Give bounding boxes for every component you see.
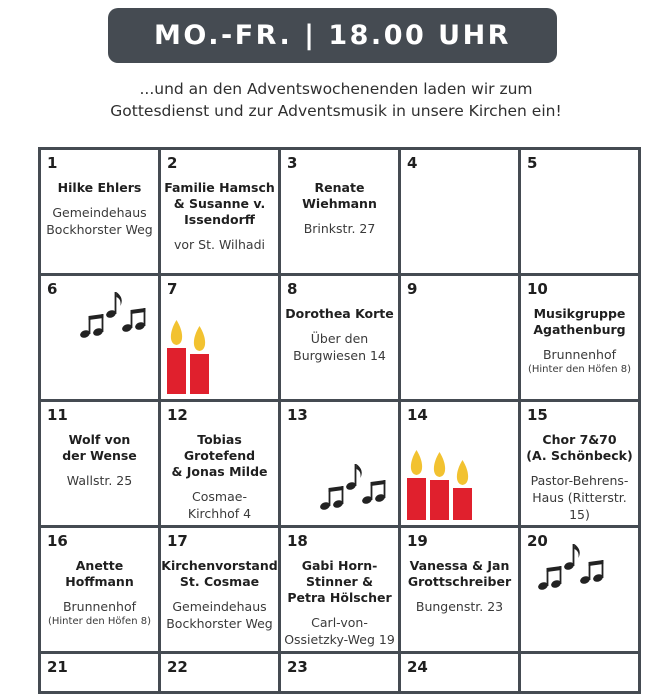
calendar-day-7 [161,276,281,402]
calendar-day-17 [161,528,281,654]
day-content [161,432,278,522]
host-name: Gabi Horn- Stinner & Petra Hölscher [287,558,392,605]
host-name: Wolf von der Wense [62,432,137,463]
day-number: 7 [167,280,178,298]
calendar-day-16 [41,528,161,654]
calendar-day-12 [161,402,281,528]
venue: vor St. Wilhadi [174,237,265,252]
venue: Bungenstr. 23 [415,599,504,614]
advent-candles-icon [407,442,487,522]
day-number: 14 [407,406,428,424]
day-content [41,432,158,489]
host-name: Tobias Grotefend & Jonas Milde [171,432,268,479]
day-number: 9 [407,280,418,298]
venue: Brunnenhof [542,347,617,362]
intro-text [0,78,672,122]
calendar-day-19 [401,528,521,654]
calendar-day-18 [281,528,401,654]
venue: Carl-von- Ossietzky-Weg 19 [284,615,395,647]
time-label: MO.-FR. | 18.00 UHR [154,20,511,51]
day-number: 8 [287,280,298,298]
calendar-day-21 [41,654,161,694]
day-number: 15 [527,406,548,424]
venue: Brinkstr. 27 [303,221,376,236]
host-name: Vanessa & Jan Grottschreiber [407,558,512,589]
calendar-day-blank [521,654,641,694]
venue: Wallstr. 25 [66,473,133,488]
venue: Pastor-Behrens- Haus (Ritterstr. 15) [530,473,629,522]
calendar-day-2 [161,150,281,276]
day-number: 22 [167,658,188,676]
calendar-day-22 [161,654,281,694]
day-number: 2 [167,154,178,172]
calendar-day-24 [401,654,521,694]
calendar-day-23 [281,654,401,694]
day-number: 12 [167,406,188,424]
day-number: 23 [287,658,308,676]
intro-line-2: Gottesdienst und zur Adventsmusik in unsere Kirchen ein! [110,102,562,120]
day-content [281,558,398,648]
day-number: 16 [47,532,68,550]
day-number: 13 [287,406,308,424]
venue: Gemeindehaus Bockhorster Weg [166,599,273,631]
day-number: 10 [527,280,548,298]
day-content [161,180,278,253]
day-number: 19 [407,532,428,550]
venue: Cosmae- Kirchhof 4 [187,489,252,521]
venue: Gemeindehaus Bockhorster Weg [46,205,153,237]
music-notes-icon [317,460,397,520]
day-number: 1 [47,154,58,172]
time-banner [108,8,557,63]
day-number: 3 [287,154,298,172]
calendar-day-15 [521,402,641,528]
day-content [521,306,638,376]
day-content [41,558,158,628]
day-number: 11 [47,406,68,424]
venue-note: (Hinter den Höfen 8) [527,364,631,375]
venue: Brunnenhof [62,599,137,614]
day-content [41,180,158,238]
day-number: 18 [287,532,308,550]
day-content [401,558,518,615]
venue: Über den Burgwiesen 14 [293,331,386,363]
calendar-day-5 [521,150,641,276]
intro-line-1: ...und an den Adventswochenenden laden wir zum [139,80,533,98]
calendar-day-11 [41,402,161,528]
calendar-day-3 [281,150,401,276]
day-content [521,432,638,523]
calendar-day-13 [281,402,401,528]
day-number: 20 [527,532,548,550]
calendar-day-9 [401,276,521,402]
music-notes-icon [77,288,157,348]
advent-calendar-grid [38,147,641,694]
day-number: 21 [47,658,68,676]
calendar-day-8 [281,276,401,402]
day-number: 4 [407,154,418,172]
host-name: Dorothea Korte [285,306,394,321]
day-number: 5 [527,154,538,172]
calendar-day-1 [41,150,161,276]
calendar-day-6 [41,276,161,402]
advent-candles-icon [167,316,247,396]
day-content [161,558,278,632]
host-name: Hilke Ehlers [57,180,142,195]
calendar-day-14 [401,402,521,528]
day-content [281,180,398,237]
host-name: Renate Wiehmann [302,180,377,211]
host-name: Familie Hamsch & Susanne v. Issendorff [164,180,275,227]
music-notes-icon [535,540,615,600]
day-number: 17 [167,532,188,550]
host-name: Chor 7&70 (A. Schönbeck) [526,432,633,463]
day-number: 24 [407,658,428,676]
host-name: Musikgruppe Agathenburg [533,306,626,337]
host-name: Anette Hoffmann [65,558,134,589]
day-number: 6 [47,280,58,298]
host-name: Kirchenvorstand St. Cosmae [161,558,278,589]
calendar-day-4 [401,150,521,276]
calendar-day-10 [521,276,641,402]
venue-note: (Hinter den Höfen 8) [47,616,151,627]
calendar-day-20 [521,528,641,654]
day-content [281,306,398,364]
